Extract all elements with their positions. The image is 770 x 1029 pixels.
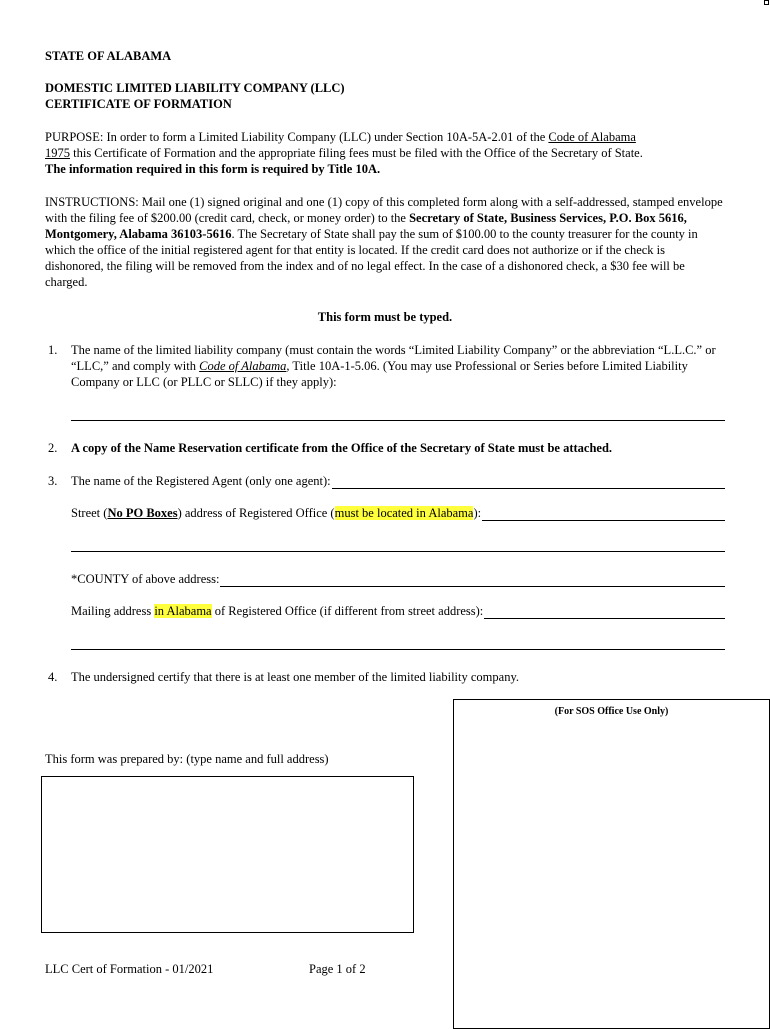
code-of-alabama-ref: Code of Alabama xyxy=(548,130,636,144)
item1-text: The name of the limited liability company (must contain the words “Limited Liability Company” or the abbreviation “L.L.C.” or “LLC,” and comply with Code of Alabama, Title 10A-1-5.06. (You may use Professional or Series before Limited Liability Company or LLC (or PLLC or SLLC) if they apply): xyxy=(71,343,716,389)
form-title-line2: CERTIFICATE OF FORMATION xyxy=(45,97,232,111)
street-address-field-line2[interactable] xyxy=(71,551,725,552)
purpose-rest: this Certificate of Formation and the appropriate filing fees must be filed with the Office of the Secretary of State. xyxy=(70,146,643,160)
code-year-ref: 1975 xyxy=(45,146,70,160)
county-row xyxy=(71,571,725,587)
item4-text: The undersigned certify that there is at least one member of the limited liability company. xyxy=(71,670,520,684)
county-field[interactable] xyxy=(220,574,725,587)
sos-office-use-box xyxy=(453,699,770,1029)
item1-code-ref: Code of Alabama xyxy=(199,359,287,373)
footer-page-number: Page 1 of 2 xyxy=(309,962,366,976)
mailing-address-field[interactable] xyxy=(484,606,725,619)
llc-name-field[interactable] xyxy=(71,420,725,421)
county-label: *COUNTY of above address: xyxy=(71,572,220,586)
registered-agent-field[interactable] xyxy=(332,476,725,489)
mailing-address-label: Mailing address in Alabama of Registered Office (if different from street address): xyxy=(71,604,484,618)
instructions-part1: INSTRUCTIONS: Mail one (1) signed original and one (1) copy of this completed form along with a self-addressed, stamped envelope with the filing fee of $200.00 (credit card, check, or money order) to the xyxy=(45,195,723,225)
typed-note: This form must be typed. xyxy=(317,310,453,324)
instructions-part2: . The Secretary of State shall pay the sum of $100.00 to the county treasurer for the county in which the office of the initial registered agent for that entity is located. If the credit card does not authorize or if the check is dishonored, the filing will be removed from the index and of no legal effect. In the case of a dishonored check, a $30 fee will be charged. xyxy=(45,227,698,289)
mailing-alabama-highlight: in Alabama xyxy=(154,604,212,618)
footer-form-id: LLC Cert of Formation - 01/2021 xyxy=(45,962,214,976)
form-title-line1: DOMESTIC LIMITED LIABILITY COMPANY (LLC) xyxy=(45,81,345,95)
purpose-lead: PURPOSE: In order to form a Limited Liability Company (LLC) under Section 10A-5A-2.01 of the xyxy=(45,130,549,144)
no-po-boxes-note: No PO Boxes xyxy=(107,506,178,520)
sos-office-use-label: (For SOS Office Use Only) xyxy=(554,706,669,717)
alabama-location-highlight: must be located in Alabama xyxy=(334,506,474,520)
required-note: The information required in this form is required by Title 10A. xyxy=(45,162,381,176)
street-address-row xyxy=(71,505,725,521)
prepared-by-label: This form was prepared by: (type name and full address) xyxy=(45,752,329,766)
item4-number: 4. xyxy=(48,670,58,684)
mailing-address-row xyxy=(71,603,725,619)
prepared-by-box[interactable] xyxy=(41,776,414,933)
item2-text: A copy of the Name Reservation certificate from the Office of the Secretary of State must be attached. xyxy=(71,441,613,455)
instructions-paragraph xyxy=(45,194,725,290)
item3-number: 3. xyxy=(48,474,58,488)
item1-number: 1. xyxy=(48,343,58,357)
purpose-paragraph xyxy=(45,129,725,177)
instructions-address: Secretary of State, Business Services, P.O. Box 5616, Montgomery, Alabama 36103-5616 xyxy=(45,211,687,241)
state-heading: STATE OF ALABAMA xyxy=(45,49,172,63)
corner-mark xyxy=(764,0,769,5)
mailing-address-field-line2[interactable] xyxy=(71,649,725,650)
registered-agent-label: The name of the Registered Agent (only one agent): xyxy=(71,474,331,488)
street-address-field[interactable] xyxy=(482,508,725,521)
street-address-label: Street (No PO Boxes) address of Registered Office (must be located in Alabama): xyxy=(71,506,482,520)
registered-agent-row xyxy=(71,473,725,489)
item2-number: 2. xyxy=(48,441,58,455)
